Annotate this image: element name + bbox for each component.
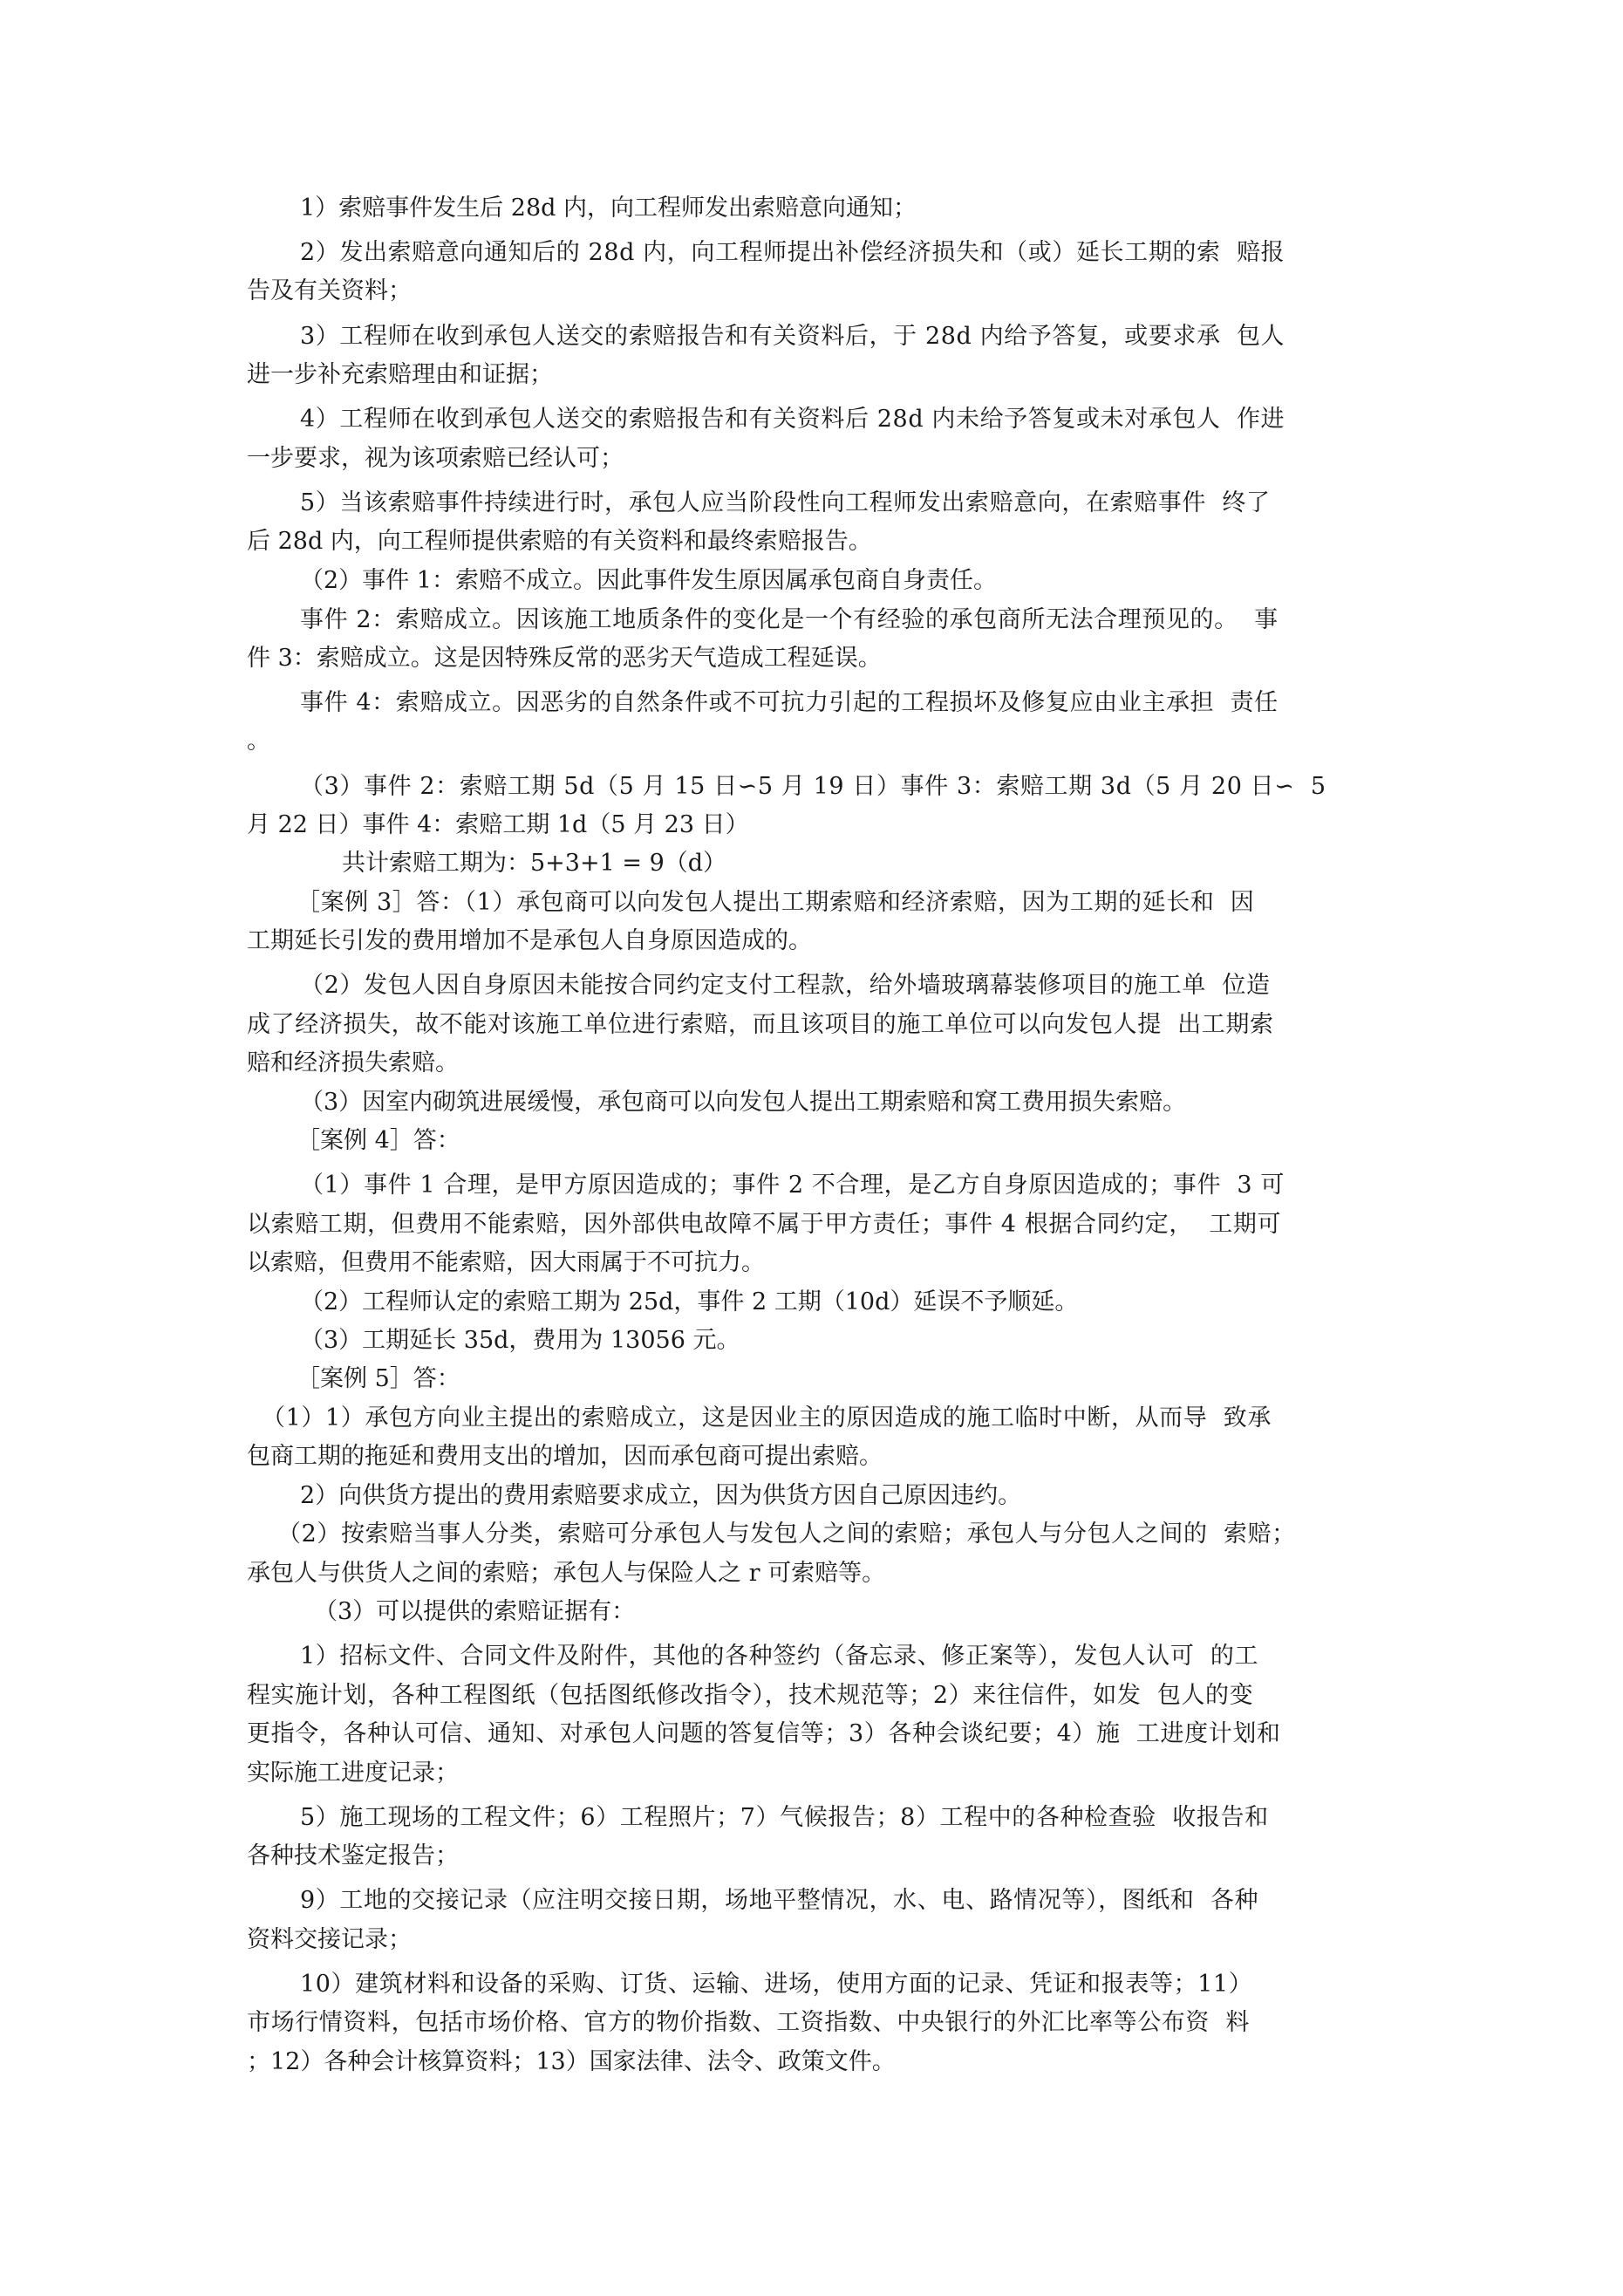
text-line: 工期延长引发的费用增加不是承包人自身原因造成的。 — [247, 927, 812, 954]
text-line: （3）事件 2：索赔工期 5d（5 月 15 日∽5 月 19 日）事件 3：索赔工期 3d（5 月 20 日∽ 5 — [300, 773, 1326, 800]
text-line: 事件 2：索赔成立。因该施工地质条件的变化是一个有经验的承包商所无法合理预见的。 事 — [300, 606, 1279, 633]
text-line: 9）工地的交接记录（应注明交接日期，场地平整情况，水、电、路情况等），图纸和 各种 — [300, 1887, 1259, 1914]
text-line: 以索赔工期，但费用不能索赔，因外部供电故障不属于甲方责任；事件 4 根据合同约定， 工期可 — [247, 1211, 1282, 1238]
text-line: （3）工期延长 35d，费用为 13056 元。 — [300, 1327, 740, 1354]
text-line: 5）当该索赔事件持续进行时，承包人应当阶段性向工程师发出索赔意向，在索赔事件 终了 — [300, 489, 1271, 516]
text-line: 。 — [247, 728, 270, 755]
text-line: 成了经济损失，故不能对该施工单位进行索赔，而且该项目的施工单位可以向发包人提 出工期索 — [247, 1011, 1274, 1038]
text-line: 事件 4：索赔成立。因恶劣的自然条件或不可抗力引起的工程损坏及修复应由业主承担 责任 — [300, 689, 1279, 716]
text-line: 1）索赔事件发生后 28d 内，向工程师发出索赔意向通知； — [300, 195, 917, 222]
text-line: 10）建筑材料和设备的采购、订货、运输、进场，使用方面的记录、凭证和报表等；11） — [300, 1971, 1253, 1998]
text-line: （1）事件 1 合理，是甲方原因造成的；事件 2 不合理，是乙方自身原因造成的；事件 3 可 — [300, 1172, 1285, 1199]
text-line: 告及有关资料； — [247, 277, 412, 304]
text-line: ［案例 4］答： — [297, 1127, 460, 1154]
text-line: （3）因室内砌筑进展缓慢，承包商可以向发包人提出工期索赔和窝工费用损失索赔。 — [300, 1089, 1187, 1116]
text-line: 件 3：索赔成立。这是因特殊反常的恶劣天气造成工程延误。 — [247, 645, 882, 672]
text-line: 共计索赔工期为：5+3+1 = 9（d） — [342, 850, 727, 877]
text-line: 各种技术鉴定报告； — [247, 1842, 459, 1869]
text-line: 进一步补充索赔理由和证据； — [247, 361, 553, 388]
text-line: 2）向供货方提出的费用索赔要求成立，因为供货方因自己原因违约。 — [300, 1482, 1022, 1509]
text-line: 5）施工现场的工程文件；6）工程照片；7）气候报告；8）工程中的各种检查验 收报告和 — [300, 1804, 1269, 1831]
text-line: （2）工程师认定的索赔工期为 25d，事件 2 工期（10d）延误不予顺延。 — [300, 1288, 1079, 1315]
text-line: 1）招标文件、合同文件及附件，其他的各种签约（备忘录、修正案等），发包人认可 的工 — [300, 1643, 1259, 1670]
text-line: 承包人与供货人之间的索赔；承包人与保险人之 r 可索赔等。 — [247, 1560, 886, 1587]
text-line: 实际施工进度记录； — [247, 1760, 459, 1787]
text-line: 资料交接记录； — [247, 1926, 412, 1953]
text-line: 月 22 日）事件 4：索赔工期 1d（5 月 23 日） — [247, 811, 749, 838]
text-line: 赔和经济损失索赔。 — [247, 1049, 459, 1076]
text-line: 一步要求，视为该项索赔已经认可； — [247, 445, 624, 472]
text-line: （2）事件 1：索赔不成立。因此事件发生原因属承包商自身责任。 — [300, 567, 997, 594]
text-line: ［案例 5］答： — [297, 1365, 460, 1392]
text-line: （2）发包人因自身原因未能按合同约定支付工程款，给外墙玻璃幕装修项目的施工单 位造 — [300, 972, 1271, 999]
text-line: 更指令，各种认可信、通知、对承包人问题的答复信等；3）各种会谈纪要；4）施 工进度计划和 — [247, 1720, 1281, 1747]
text-line: （1）1）承包方向业主提出的索赔成立，这是因业主的原因造成的施工临时中断，从而导 致承 — [262, 1404, 1272, 1432]
text-line: 包商工期的拖延和费用支出的增加，因而承包商可提出索赔。 — [247, 1443, 883, 1470]
text-line: 后 28d 内，向工程师提供索赔的有关资料和最终索赔报告。 — [247, 528, 872, 555]
text-line: 3）工程师在收到承包人送交的索赔报告和有关资料后，于 28d 内给予答复，或要求承 包人 — [300, 323, 1285, 350]
text-line: ；12）各种会计核算资料；13）国家法律、法令、政策文件。 — [247, 2048, 896, 2075]
text-line: ［案例 3］答：（1）承包商可以向发包人提出工期索赔和经济索赔，因为工期的延长和 因 — [297, 889, 1255, 916]
text-line: （3）可以提供的索赔证据有： — [314, 1598, 636, 1625]
text-line: （2）按索赔当事人分类，索赔可分承包人与发包人之间的索赔；承包人与分包人之间的 索赔； — [277, 1520, 1296, 1548]
text-line: 以索赔，但费用不能索赔，因大雨属于不可抗力。 — [247, 1249, 765, 1276]
text-line: 2）发出索赔意向通知后的 28d 内，向工程师提出补偿经济损失和（或）延长工期的索 赔报 — [300, 239, 1285, 266]
text-line: 4）工程师在收到承包人送交的索赔报告和有关资料后 28d 内未给予答复或未对承包人 作进 — [300, 406, 1285, 433]
text-line: 程实施计划，各种工程图纸（包括图纸修改指令），技术规范等；2）来往信件，如发 包人的变 — [247, 1682, 1254, 1709]
text-line: 市场行情资料，包括市场价格、官方的物价指数、工资指数、中央银行的外汇比率等公布资 料 — [247, 2009, 1250, 2036]
